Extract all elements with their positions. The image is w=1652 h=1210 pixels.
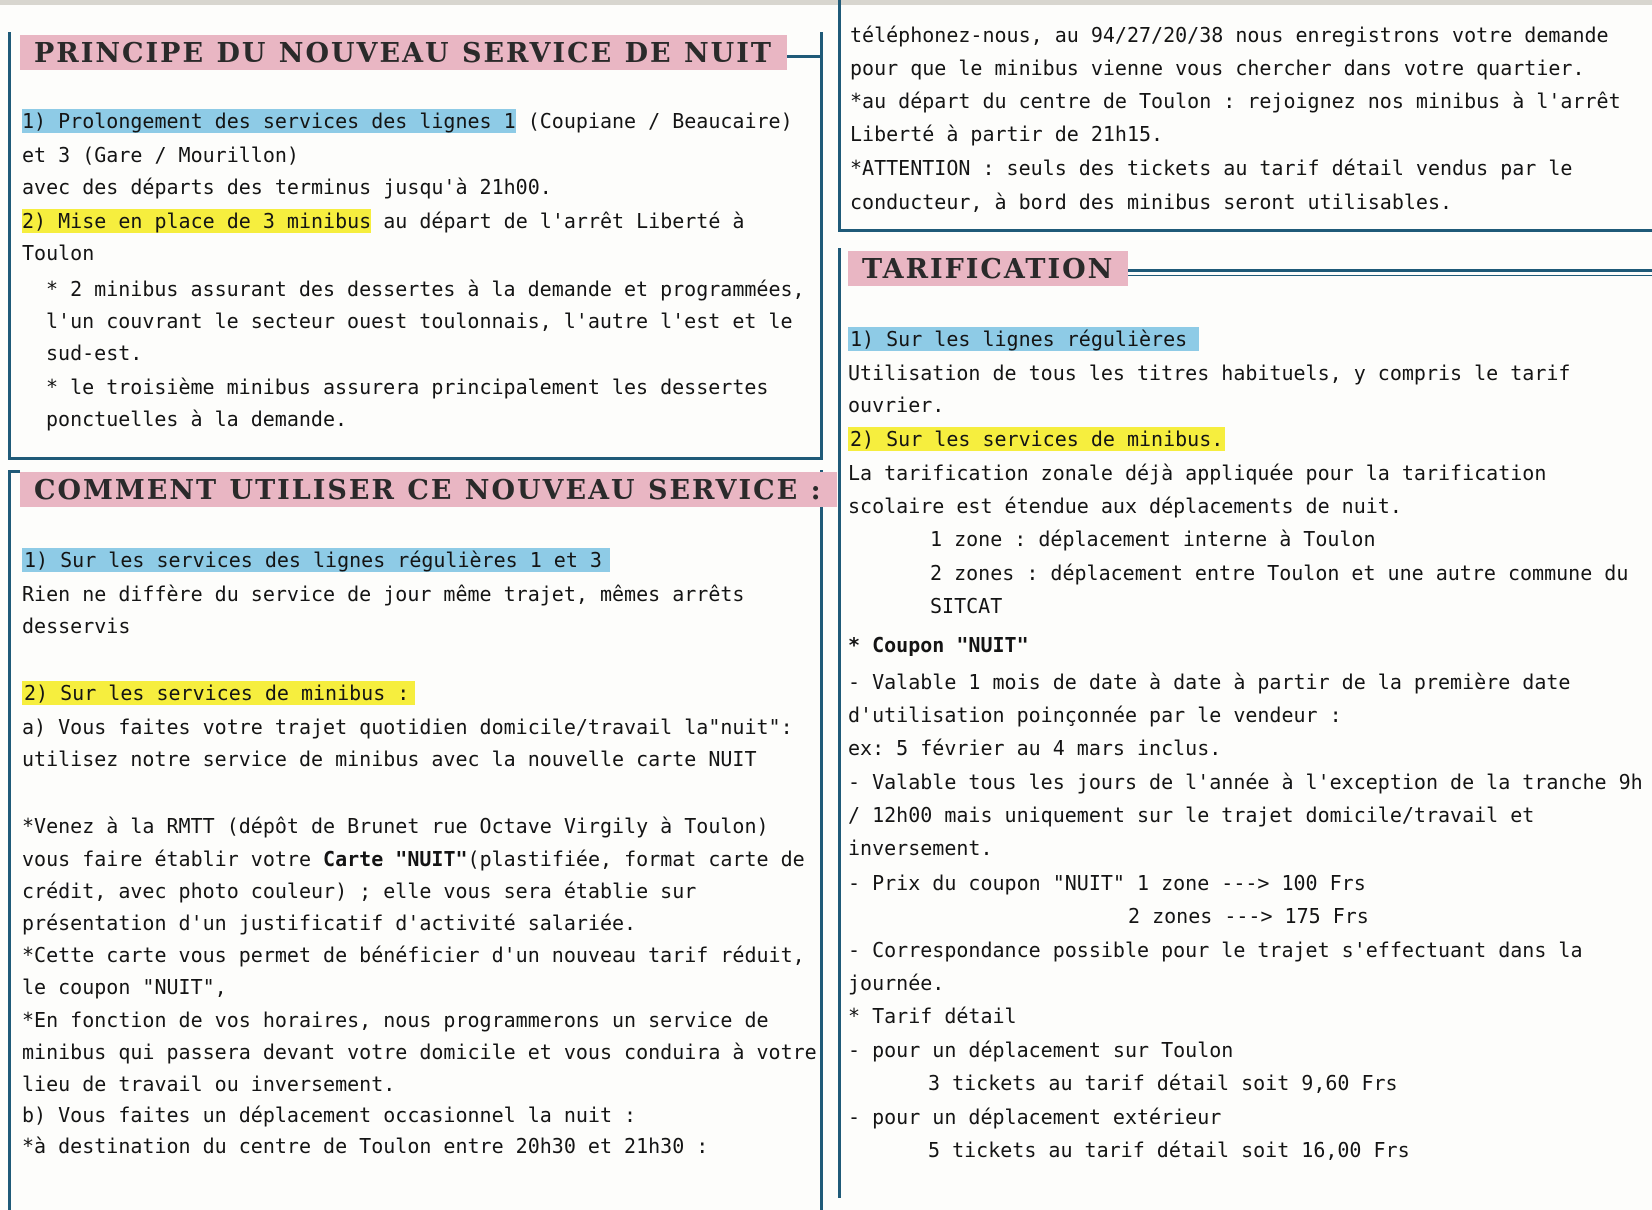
comment-frame-topleft bbox=[8, 470, 20, 473]
principe-item1-line3: avec des départs des terminus jusqu'à 21h00. bbox=[22, 175, 552, 199]
principe-bullet1-line2: l'un couvrant le secteur ouest toulonnais, l'autre l'est et le bbox=[46, 309, 793, 333]
comment-carte-line1: *Cette carte vous permet de bénéficier d'un nouveau tarif réduit, bbox=[22, 943, 805, 967]
comment-sub1-line2: desservis bbox=[22, 614, 131, 638]
comment-b-line2: *à destination du centre de Toulon entre 20h30 et 21h30 : bbox=[22, 1134, 709, 1158]
tarification-toulon-line1: - pour un déplacement sur Toulon bbox=[848, 1038, 1234, 1062]
comment-fonction-line3: lieu de travail ou inversement. bbox=[22, 1072, 396, 1096]
tarification-zone2-line2: SITCAT bbox=[930, 594, 1003, 618]
continuation-line3: *au départ du centre de Toulon : rejoignez nos minibus à l'arrêt bbox=[850, 89, 1621, 113]
comment-a-line2: utilisez notre service de minibus avec la nouvelle carte NUIT bbox=[22, 747, 757, 771]
tarification-corresp-line1: - Correspondance possible pour le trajet s'effectuant dans la bbox=[848, 938, 1583, 962]
principe-item1-line2: et 3 (Gare / Mourillon) bbox=[22, 143, 299, 167]
continuation-line2: pour que le minibus vienne vous chercher dans votre quartier. bbox=[850, 56, 1585, 80]
tarification-frame-top bbox=[1115, 269, 1652, 272]
comment-venez-line1: *Venez à la RMTT (dépôt de Brunet rue Octave Virgily à Toulon) bbox=[22, 814, 769, 838]
comment-b-line1: b) Vous faites un déplacement occasionnel la nuit : bbox=[22, 1103, 637, 1127]
tarification-valable2-line2: / 12h00 mais uniquement sur le trajet domicile/travail et bbox=[848, 803, 1535, 827]
comment-venez-line2-post: (plastifiée, format carte de bbox=[467, 847, 805, 871]
comment-carte-nuit: Carte "NUIT" bbox=[323, 847, 468, 871]
principe-bullet2-line2: ponctuelles à la demande. bbox=[46, 407, 348, 431]
tarification-title: TARIFICATION bbox=[848, 251, 1128, 286]
tarification-corresp-line2: journée. bbox=[848, 971, 945, 995]
tarification-prix-line2: 2 zones ---> 175 Frs bbox=[1128, 904, 1369, 928]
tarification-zone1: 1 zone : déplacement interne à Toulon bbox=[930, 527, 1376, 551]
continuation-line6: conducteur, à bord des minibus seront utilisables. bbox=[850, 190, 1453, 214]
tarification-zone2-line1: 2 zones : déplacement entre Toulon et une autre commune du bbox=[930, 561, 1629, 585]
continuation-line4: Liberté à partir de 21h15. bbox=[850, 122, 1164, 146]
tarification-prix-line1: - Prix du coupon "NUIT" 1 zone ---> 100 Frs bbox=[848, 871, 1366, 895]
tarification-ext-line1: - pour un déplacement extérieur bbox=[848, 1105, 1222, 1129]
principe-title: PRINCIPE DU NOUVEAU SERVICE DE NUIT bbox=[20, 35, 787, 70]
tarification-ext-line2: 5 tickets au tarif détail soit 16,00 Frs bbox=[928, 1138, 1410, 1162]
principe-bullet2-line1: * le troisième minibus assurera principalement les dessertes bbox=[46, 375, 769, 399]
tarification-sub1-line1: Utilisation de tous les titres habituels, y compris le tarif bbox=[848, 361, 1571, 385]
comment-fonction-line1: *En fonction de vos horaires, nous programmerons un service de bbox=[22, 1008, 769, 1032]
tarification-coupon-heading: * Coupon "NUIT" bbox=[848, 633, 1029, 657]
principe-item2 bbox=[22, 211, 744, 231]
tarification-toulon-line2: 3 tickets au tarif détail soit 9,60 Frs bbox=[928, 1071, 1398, 1095]
tarification-frame-top-inner bbox=[1115, 275, 1652, 276]
comment-sub1: 1) Sur les services des lignes régulières 1 et 3 bbox=[22, 548, 610, 572]
principe-item2-line2: Toulon bbox=[22, 241, 95, 265]
comment-venez-line3: crédit, avec photo couleur) ; elle vous sera établie sur bbox=[22, 879, 697, 903]
comment-fonction-line2: minibus qui passera devant votre domicile et vous conduira à votre bbox=[22, 1040, 817, 1064]
principe-item1-highlight: 1) Prolongement des services des lignes 1 bbox=[22, 109, 516, 133]
comment-title: COMMENT UTILISER CE NOUVEAU SERVICE : bbox=[20, 472, 837, 507]
comment-a-line1: a) Vous faites votre trajet quotidien domicile/travail la"nuit": bbox=[22, 715, 793, 739]
tarification-valable1-line3: ex: 5 février au 4 mars inclus. bbox=[848, 736, 1222, 760]
comment-sub2: 2) Sur les services de minibus : bbox=[22, 681, 415, 705]
continuation-line1: téléphonez-nous, au 94/27/20/38 nous enregistrons votre demande bbox=[850, 23, 1609, 47]
tarification-zonal-line2: scolaire est étendue aux déplacements de nuit. bbox=[848, 494, 1402, 518]
tarification-valable1-line2: d'utilisation poinçonnée par le vendeur : bbox=[848, 703, 1342, 727]
continuation-line5: *ATTENTION : seuls des tickets au tarif détail vendus par le bbox=[850, 156, 1573, 180]
comment-venez-line4: présentation d'un justificatif d'activité salariée. bbox=[22, 911, 637, 935]
comment-venez-line2-pre: vous faire établir votre bbox=[22, 847, 324, 871]
tarification-valable1-line1: - Valable 1 mois de date à date à partir de la première date bbox=[848, 670, 1571, 694]
tarification-sub1-line2: ouvrier. bbox=[848, 393, 945, 417]
tarification-detail-heading: * Tarif détail bbox=[848, 1004, 1017, 1028]
comment-frame bbox=[8, 470, 823, 1210]
comment-sub1-line1: Rien ne diffère du service de jour même trajet, mêmes arrêts bbox=[22, 582, 745, 606]
principe-item2-rest: au départ de l'arrêt Liberté à bbox=[371, 209, 745, 233]
tarification-sub2: 2) Sur les services de minibus. bbox=[850, 427, 1224, 451]
tarification-sub1: 1) Sur les lignes régulières bbox=[848, 327, 1199, 351]
tarification-valable2-line3: inversement. bbox=[848, 836, 993, 860]
comment-venez-line2 bbox=[22, 849, 805, 869]
tarification-zonal-line1: La tarification zonale déjà appliquée pour la tarification bbox=[848, 461, 1547, 485]
principe-item1 bbox=[22, 111, 793, 131]
principe-item2-highlight: 2) Mise en place de 3 minibus bbox=[22, 209, 372, 233]
principe-item1-rest: (Coupiane / Beaucaire) bbox=[515, 109, 793, 133]
tarification-valable2-line1: - Valable tous les jours de l'année à l'exception de la tranche 9h bbox=[848, 770, 1643, 794]
principe-bullet1-line1: * 2 minibus assurant des dessertes à la demande et programmées, bbox=[46, 277, 805, 301]
principe-bullet1-line3: sud-est. bbox=[46, 341, 143, 365]
comment-carte-line2: le coupon "NUIT", bbox=[22, 975, 227, 999]
